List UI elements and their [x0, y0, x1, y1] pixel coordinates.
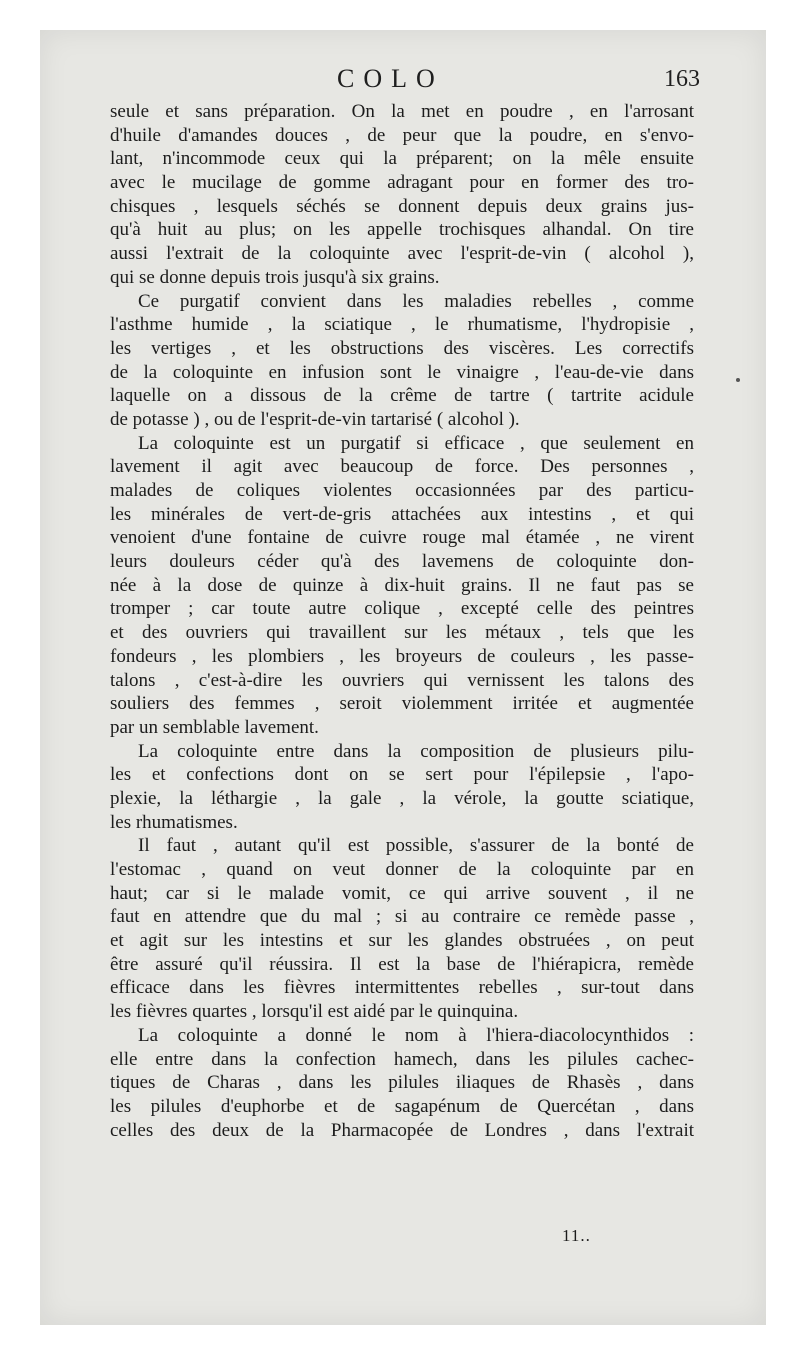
text-line: laquelle on a dissous de la crême de tartre ( tartrite acidule	[110, 385, 694, 407]
text-line: haut; car si le malade vomit, ce qui arrive souvent , il ne	[110, 882, 694, 904]
text-line: les minérales de vert-de-gris attachées aux intestins , et qui	[110, 503, 694, 525]
text-line: et des ouvriers qui travaillent sur les métaux , tels que les	[110, 622, 694, 644]
text-line: les rhumatismes.	[110, 811, 238, 833]
text-line: les fièvres quartes , lorsqu'il est aidé par le quinquina.	[110, 1001, 519, 1023]
text-line: tromper ; car toute autre colique , excepté celle des peintres	[110, 598, 694, 620]
running-head	[110, 64, 710, 94]
text-line: l'asthme humide , la sciatique , le rhumatisme, l'hydropisie ,	[110, 314, 694, 336]
text-line: née à la dose de quinze à dix-huit grains. Il ne faut pas se	[110, 574, 694, 596]
text-line: chisques , lesquels séchés se donnent depuis deux grains jus-	[110, 195, 694, 217]
text-line: La coloquinte est un purgatif si efficace , que seulement en	[138, 432, 694, 454]
text-line: tiques de Charas , dans les pilules iliaques de Rhasès , dans	[110, 1072, 694, 1094]
text-line: les et confections dont on se sert pour l'épilepsie , l'apo-	[110, 764, 694, 786]
signature-mark: 11..	[562, 1226, 591, 1245]
text-line: seule et sans préparation. On la met en poudre , en l'arrosant	[110, 101, 694, 122]
text-line: plexie, la léthargie , la gale , la vérole, la goutte sciatique,	[110, 787, 694, 809]
text-line: les vertiges , et les obstructions des viscères. Les correctifs	[110, 337, 694, 359]
text-line: leurs douleurs céder qu'à des lavemens de coloquinte don-	[110, 551, 694, 573]
text-line: d'huile d'amandes douces , de peur que la poudre, en s'envo-	[110, 124, 694, 146]
running-title: COLO	[337, 64, 444, 93]
text-line: La coloquinte a donné le nom à l'hiera-diacolocynthidos :	[138, 1024, 694, 1046]
text-line: être assuré qu'il réussira. Il est la base de l'hiérapicra, remède	[110, 953, 694, 975]
text-line: Il faut , autant qu'il est possible, s'assurer de la bonté de	[138, 835, 694, 857]
text-line: celles des deux de la Pharmacopée de Londres , dans l'extrait	[110, 1119, 694, 1141]
ink-fleck	[736, 378, 740, 382]
text-line: qu'à huit au plus; on les appelle trochisques alhandal. On tire	[110, 219, 694, 241]
text-line: avec le mucilage de gomme adragant pour en former des tro-	[110, 172, 694, 194]
text-line: efficace dans les fièvres intermittentes rebelles , sur-tout dans	[110, 977, 694, 999]
text-line: par un semblable lavement.	[110, 716, 319, 738]
text-line: les pilules d'euphorbe et de sagapénum de Quercétan , dans	[110, 1095, 694, 1117]
body-text	[110, 100, 694, 1142]
text-line: faut en attendre que du mal ; si au contraire ce remède passe ,	[110, 906, 694, 928]
text-line: aussi l'extrait de la coloquinte avec l'esprit-de-vin ( alcohol ),	[110, 243, 694, 265]
text-line: qui se donne depuis trois jusqu'à six grains.	[110, 266, 440, 288]
text-line: l'estomac , quand on veut donner de la coloquinte par en	[110, 859, 694, 880]
text-line: talons , c'est-à-dire les ouvriers qui vernissent les talons des	[110, 669, 694, 691]
text-line: de potasse ) , ou de l'esprit-de-vin tartarisé ( alcohol ).	[110, 408, 520, 430]
text-line: Ce purgatif convient dans les maladies rebelles , comme	[138, 290, 694, 312]
text-line: venoient d'une fontaine de cuivre rouge mal étamée , ne virent	[110, 527, 694, 549]
text-line: de la coloquinte en infusion sont le vinaigre , l'eau-de-vie dans	[110, 361, 694, 383]
text-line: lavement il agit avec beaucoup de force. Des personnes ,	[110, 456, 694, 478]
text-line: fondeurs , les plombiers , les broyeurs de couleurs , les passe-	[110, 645, 694, 667]
text-line: souliers des femmes , seroit violemment irritée et augmentée	[110, 693, 694, 715]
page-number: 163	[664, 66, 700, 92]
text-line: et agit sur les intestins et sur les glandes obstruées , on peut	[110, 930, 694, 952]
text-line: elle entre dans la confection hamech, dans les pilules cachec-	[110, 1048, 694, 1070]
text-line: lant, n'incommode ceux qui la préparent; on la mêle ensuite	[110, 148, 694, 170]
text-line: malades de coliques violentes occasionnées par des particu-	[110, 480, 694, 501]
text-line: La coloquinte entre dans la composition de plusieurs pilu-	[138, 740, 694, 762]
